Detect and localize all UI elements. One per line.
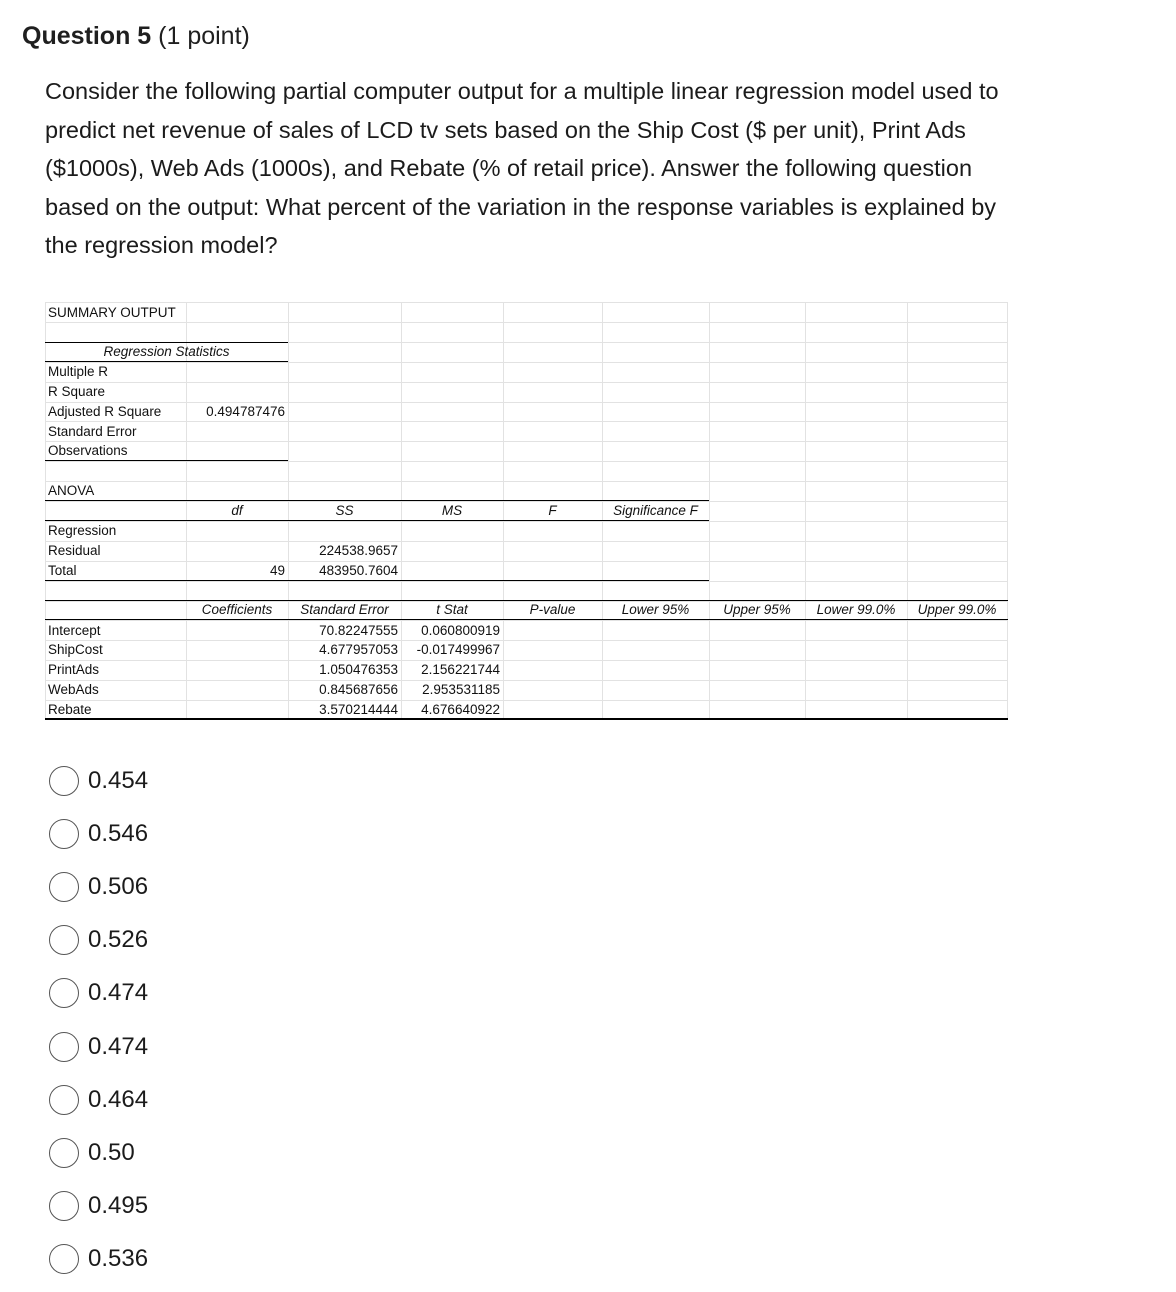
answer-option-label: 0.464	[88, 1086, 149, 1113]
coef-t-value: 2.156221744	[421, 662, 500, 677]
answer-option[interactable]	[49, 817, 148, 851]
anova-header-significance-f: Significance F	[613, 503, 698, 518]
anova-row-label: Residual	[48, 543, 101, 558]
answer-option[interactable]	[49, 1242, 148, 1276]
answer-option-label: 0.536	[88, 1245, 149, 1272]
answer-option-label: 0.546	[88, 820, 149, 847]
stat-label: Observations	[48, 443, 128, 458]
coef-row-label: PrintAds	[48, 662, 100, 677]
coef-header-lower-95: Lower 95%	[621, 602, 690, 617]
coef-se-value: 4.677957053	[319, 642, 398, 657]
total-ss-value: 483950.7604	[319, 563, 398, 578]
question-text: Consider the following partial computer output for a multiple linear regression model used to predict net revenue of sales of LCD tv sets based on the Ship Cost ($ per unit), Print Ads ($1000s), Web Ads (1000s), and Rebate (% of retail price). Answer the following question based on the output: What percent of the variation in the response variables is explained by the regression model?	[45, 78, 999, 258]
coef-row-label: WebAds	[48, 682, 99, 697]
question-header	[22, 22, 250, 51]
stat-label: Adjusted R Square	[48, 404, 162, 419]
coef-se-value: 0.845687656	[319, 682, 398, 697]
coef-row-label: Intercept	[48, 623, 101, 638]
coef-row-label: Rebate	[48, 702, 92, 717]
answer-option-label: 0.454	[88, 767, 149, 794]
coef-t-value: 4.676640922	[421, 702, 500, 717]
coef-t-value: 2.953531185	[422, 682, 500, 697]
coef-header-p-value: P-value	[529, 602, 576, 617]
anova-header-df: df	[231, 503, 243, 518]
residual-ss-value: 224538.9657	[319, 543, 398, 558]
coef-se-value: 70.82247555	[319, 623, 398, 638]
radio-button[interactable]	[49, 925, 79, 955]
coef-t-value: -0.017499967	[416, 642, 500, 657]
output-title: SUMMARY OUTPUT	[48, 305, 176, 320]
radio-button[interactable]	[49, 819, 79, 849]
anova-row-label: Total	[48, 563, 77, 578]
answer-option-label: 0.506	[88, 873, 149, 900]
total-df-value: 49	[269, 563, 285, 578]
anova-header-ms: MS	[441, 503, 463, 518]
radio-button[interactable]	[49, 978, 79, 1008]
coef-se-value: 1.050476353	[319, 662, 398, 677]
radio-button[interactable]	[49, 1032, 79, 1062]
answer-option[interactable]	[49, 923, 148, 957]
answer-option-label: 0.526	[88, 926, 149, 953]
answer-option[interactable]	[49, 1030, 148, 1064]
answer-option[interactable]	[49, 1189, 148, 1223]
radio-button[interactable]	[49, 1191, 79, 1221]
radio-button[interactable]	[49, 872, 79, 902]
answer-option[interactable]	[49, 870, 148, 904]
coef-se-value: 3.570214444	[319, 702, 398, 717]
regression-statistics-header: Regression Statistics	[103, 344, 230, 359]
radio-button[interactable]	[49, 1138, 79, 1168]
question-number: Question 5	[22, 22, 152, 50]
anova-title: ANOVA	[48, 483, 95, 498]
coef-header-upper-95: Upper 95%	[723, 602, 791, 617]
answer-option-label: 0.495	[88, 1192, 149, 1219]
radio-button[interactable]	[49, 1244, 79, 1274]
adjusted-r-square-value: 0.494787476	[206, 404, 285, 419]
anova-header-ss: SS	[335, 503, 354, 518]
coef-header-upper-99: Upper 99.0%	[917, 602, 997, 617]
answer-option-label: 0.474	[88, 1033, 149, 1060]
coef-row-label: ShipCost	[48, 642, 103, 657]
coef-header-coefficients: Coefficients	[201, 602, 273, 617]
answer-option[interactable]	[49, 1083, 148, 1117]
question-points: (1 point)	[158, 22, 250, 50]
anova-header-f: F	[548, 503, 557, 518]
anova-row-label: Regression	[48, 523, 117, 538]
radio-button[interactable]	[49, 766, 79, 796]
answer-option-label: 0.474	[88, 979, 149, 1006]
coef-header-lower-99: Lower 99.0%	[816, 602, 896, 617]
coef-header-standard-error: Standard Error	[300, 602, 389, 617]
answer-option[interactable]	[49, 1136, 135, 1170]
answer-option[interactable]	[49, 764, 148, 798]
answer-option[interactable]	[49, 976, 148, 1010]
stat-label: R Square	[48, 384, 106, 399]
stat-label: Multiple R	[48, 364, 109, 379]
radio-button[interactable]	[49, 1085, 79, 1115]
regression-output-image	[45, 302, 1008, 720]
coef-t-value: 0.060800919	[421, 623, 500, 638]
stat-label: Standard Error	[48, 424, 137, 439]
coef-header-t-stat: t Stat	[436, 602, 468, 617]
answer-option-label: 0.50	[88, 1139, 135, 1166]
